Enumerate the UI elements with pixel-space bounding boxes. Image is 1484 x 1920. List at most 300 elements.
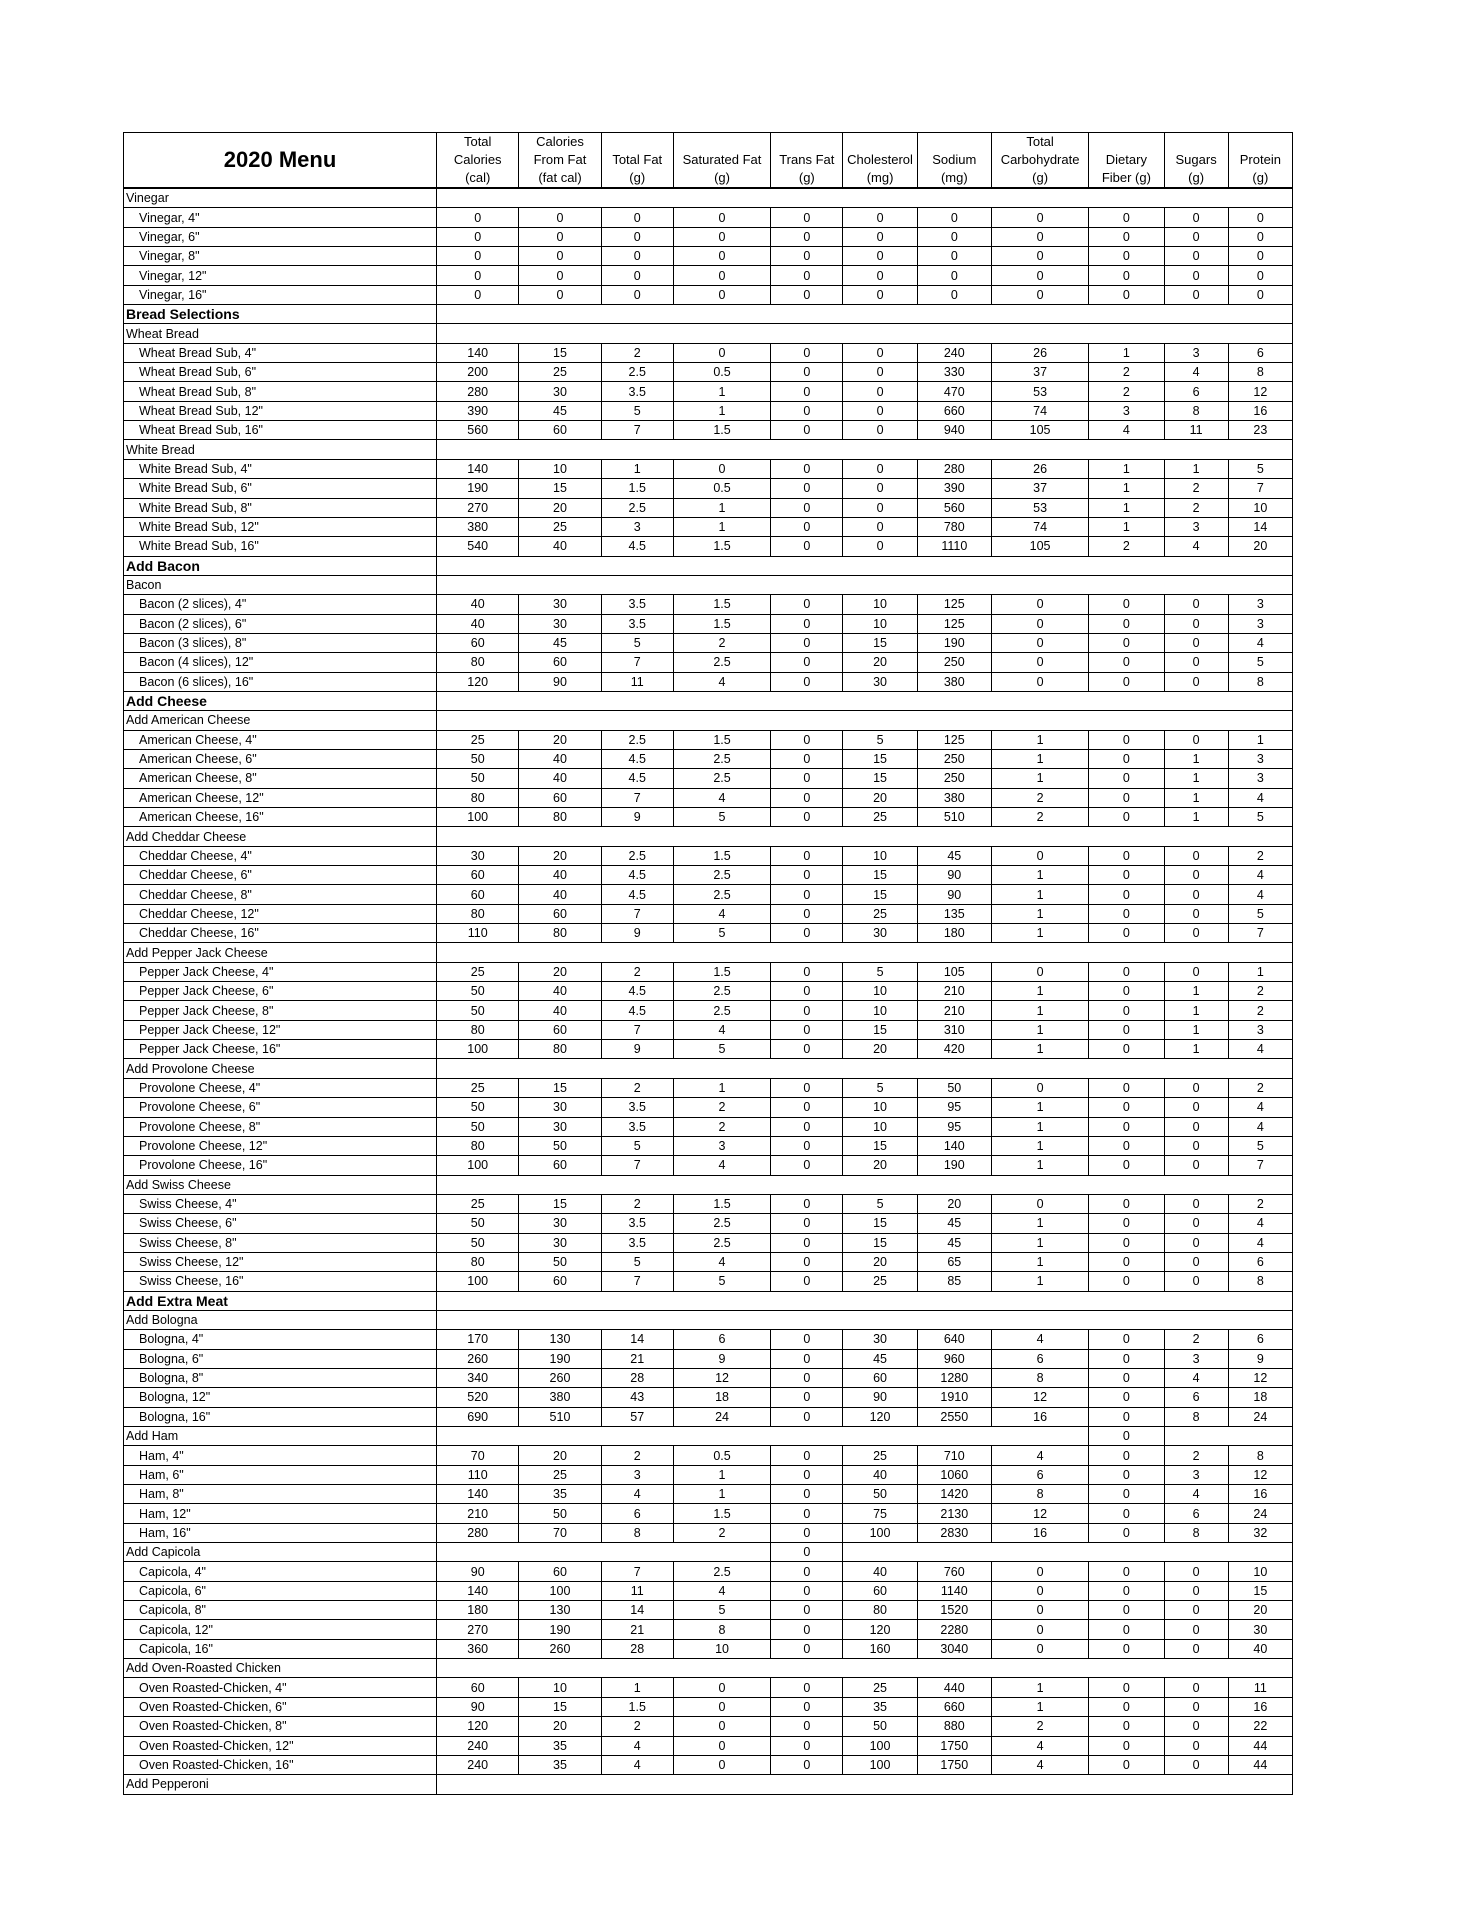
nutrient-value: 35 xyxy=(519,1485,601,1504)
table-row xyxy=(124,1330,1293,1349)
nutrient-value: 8 xyxy=(1228,672,1292,691)
nutrient-value: 2.5 xyxy=(601,498,673,517)
nutrient-value: 0 xyxy=(1089,1156,1164,1175)
nutrient-value: 380 xyxy=(917,672,991,691)
nutrient-value: 0 xyxy=(1164,1755,1228,1774)
nutrient-value: 0 xyxy=(771,866,843,885)
section-row xyxy=(124,305,1293,324)
nutrient-value: 0 xyxy=(1164,962,1228,981)
nutrient-value: 80 xyxy=(437,788,519,807)
nutrient-value: 7 xyxy=(601,1020,673,1039)
col-header: Total Carbohydrate (g) xyxy=(991,133,1088,189)
nutrient-value: 0 xyxy=(1089,1678,1164,1697)
nutrient-value: 2.5 xyxy=(601,730,673,749)
nutrient-value: 0 xyxy=(843,382,917,401)
nutrient-value: 20 xyxy=(519,1446,601,1465)
group-row xyxy=(124,1659,1293,1678)
nutrient-value: 250 xyxy=(917,769,991,788)
nutrient-value: 20 xyxy=(843,1040,917,1059)
nutrient-value: 4.5 xyxy=(601,537,673,556)
nutrient-value: 3.5 xyxy=(601,1117,673,1136)
group-filler-value: 0 xyxy=(1089,1427,1164,1446)
item-name: Pepper Jack Cheese, 4" xyxy=(124,962,437,981)
nutrient-value: 15 xyxy=(519,1078,601,1097)
nutrient-value: 4 xyxy=(1164,363,1228,382)
nutrient-value: 1750 xyxy=(917,1736,991,1755)
nutrient-value: 140 xyxy=(917,1136,991,1155)
nutrient-value: 35 xyxy=(519,1755,601,1774)
nutrient-value: 20 xyxy=(519,1717,601,1736)
nutrient-value: 0 xyxy=(1089,1020,1164,1039)
nutrient-value: 1 xyxy=(991,749,1088,768)
nutrient-value: 0 xyxy=(1089,285,1164,304)
nutrient-value: 0 xyxy=(771,846,843,865)
nutrient-value: 5 xyxy=(601,401,673,420)
nutrient-value: 3.5 xyxy=(601,595,673,614)
nutrient-value: 0 xyxy=(771,266,843,285)
nutrient-value: 12 xyxy=(1228,382,1292,401)
table-row xyxy=(124,1214,1293,1233)
table-row xyxy=(124,1678,1293,1697)
nutrient-value: 1 xyxy=(673,1465,770,1484)
nutrient-value: 0 xyxy=(1089,1446,1164,1465)
nutrient-value: 7 xyxy=(1228,924,1292,943)
nutrient-value: 15 xyxy=(843,1136,917,1155)
nutrient-value: 25 xyxy=(843,808,917,827)
nutrient-value: 2 xyxy=(601,1446,673,1465)
nutrient-value: 26 xyxy=(991,343,1088,362)
nutrient-value: 0 xyxy=(1164,595,1228,614)
nutrient-value: 15 xyxy=(843,866,917,885)
nutrition-sheet xyxy=(123,132,1293,1795)
nutrient-value: 0 xyxy=(771,363,843,382)
item-name: American Cheese, 8" xyxy=(124,769,437,788)
nutrient-value: 4.5 xyxy=(601,749,673,768)
nutrient-value: 4 xyxy=(1228,866,1292,885)
nutrient-value: 80 xyxy=(843,1601,917,1620)
item-name: Oven Roasted-Chicken, 4" xyxy=(124,1678,437,1697)
nutrient-value: 0 xyxy=(843,401,917,420)
nutrient-value: 0 xyxy=(1164,1620,1228,1639)
nutrient-value: 0 xyxy=(771,1368,843,1387)
nutrient-value: 1 xyxy=(1089,479,1164,498)
nutrient-value: 5 xyxy=(1228,808,1292,827)
nutrient-value: 28 xyxy=(601,1368,673,1387)
nutrient-value: 8 xyxy=(1164,1407,1228,1426)
nutrient-value: 20 xyxy=(917,1194,991,1213)
nutrient-value: 6 xyxy=(1228,1252,1292,1271)
nutrient-value: 0.5 xyxy=(673,1446,770,1465)
nutrient-value: 260 xyxy=(437,1349,519,1368)
table-row xyxy=(124,1504,1293,1523)
col-header: Protein (g) xyxy=(1228,133,1292,189)
nutrient-value: 25 xyxy=(437,1194,519,1213)
nutrient-value: 140 xyxy=(437,1485,519,1504)
nutrient-value: 1 xyxy=(991,1697,1088,1716)
nutrient-value: 12 xyxy=(991,1388,1088,1407)
nutrient-value: 0 xyxy=(771,1194,843,1213)
nutrient-value: 440 xyxy=(917,1678,991,1697)
table-row xyxy=(124,1194,1293,1213)
nutrient-value: 20 xyxy=(1228,537,1292,556)
table-row xyxy=(124,672,1293,691)
nutrient-value: 0 xyxy=(917,208,991,227)
nutrient-value: 340 xyxy=(437,1368,519,1387)
nutrient-value: 25 xyxy=(843,904,917,923)
item-name: Wheat Bread Sub, 6" xyxy=(124,363,437,382)
nutrient-value: 85 xyxy=(917,1272,991,1291)
nutrient-value: 24 xyxy=(673,1407,770,1426)
nutrient-value: 190 xyxy=(519,1620,601,1639)
nutrient-value: 0 xyxy=(1089,595,1164,614)
nutrient-value: 2 xyxy=(991,788,1088,807)
nutrient-value: 5 xyxy=(843,1194,917,1213)
nutrient-value: 0 xyxy=(1164,1272,1228,1291)
nutrient-value: 16 xyxy=(1228,1697,1292,1716)
nutrient-value: 0 xyxy=(771,962,843,981)
item-name: Capicola, 8" xyxy=(124,1601,437,1620)
nutrient-value: 40 xyxy=(519,885,601,904)
nutrient-value: 280 xyxy=(437,1523,519,1542)
nutrient-value: 15 xyxy=(1228,1581,1292,1600)
nutrient-value: 30 xyxy=(519,1233,601,1252)
nutrient-value: 15 xyxy=(843,769,917,788)
table-row xyxy=(124,924,1293,943)
nutrient-value: 9 xyxy=(601,808,673,827)
nutrient-value: 45 xyxy=(917,846,991,865)
section-row xyxy=(124,556,1293,575)
section-heading: Add Cheese xyxy=(124,691,437,710)
nutrient-value: 3 xyxy=(601,517,673,536)
nutrient-value: 50 xyxy=(437,769,519,788)
nutrient-value: 0 xyxy=(1089,1117,1164,1136)
section-heading: Bread Selections xyxy=(124,305,437,324)
nutrient-value: 0 xyxy=(601,266,673,285)
item-name: White Bread Sub, 16" xyxy=(124,537,437,556)
nutrient-value: 0 xyxy=(1164,1156,1228,1175)
nutrient-value: 0 xyxy=(771,1233,843,1252)
item-name: Oven Roasted-Chicken, 16" xyxy=(124,1755,437,1774)
nutrient-value: 640 xyxy=(917,1330,991,1349)
nutrient-value: 0 xyxy=(991,633,1088,652)
nutrient-value: 2 xyxy=(1089,363,1164,382)
nutrient-value: 8 xyxy=(601,1523,673,1542)
item-name: Swiss Cheese, 4" xyxy=(124,1194,437,1213)
table-row xyxy=(124,866,1293,885)
nutrient-value: 3 xyxy=(1228,614,1292,633)
nutrient-value: 0 xyxy=(843,363,917,382)
nutrient-value: 0 xyxy=(1089,1407,1164,1426)
item-name: Cheddar Cheese, 12" xyxy=(124,904,437,923)
header-row xyxy=(124,133,1293,189)
table-row xyxy=(124,749,1293,768)
nutrient-value: 210 xyxy=(917,982,991,1001)
nutrient-value: 90 xyxy=(519,672,601,691)
nutrient-value: 0 xyxy=(1089,1620,1164,1639)
nutrient-value: 0 xyxy=(1089,1349,1164,1368)
nutrient-value: 25 xyxy=(843,1446,917,1465)
nutrient-value: 7 xyxy=(601,1272,673,1291)
nutrient-value: 380 xyxy=(917,788,991,807)
nutrient-value: 1 xyxy=(1164,982,1228,1001)
nutrient-value: 0 xyxy=(771,401,843,420)
nutrient-value: 0 xyxy=(1164,266,1228,285)
nutrient-value: 25 xyxy=(437,1078,519,1097)
nutrient-value: 0 xyxy=(771,1581,843,1600)
nutrient-value: 20 xyxy=(519,730,601,749)
nutrient-value: 5 xyxy=(673,808,770,827)
item-name: Vinegar, 12" xyxy=(124,266,437,285)
col-header: Dietary Fiber (g) xyxy=(1089,133,1164,189)
nutrient-value: 0 xyxy=(1089,982,1164,1001)
nutrient-value: 2 xyxy=(1228,1078,1292,1097)
nutrient-value: 7 xyxy=(601,788,673,807)
nutrient-value: 75 xyxy=(843,1504,917,1523)
nutrient-value: 45 xyxy=(917,1233,991,1252)
nutrient-value: 0 xyxy=(991,614,1088,633)
nutrient-value: 0 xyxy=(771,769,843,788)
nutrient-value: 65 xyxy=(917,1252,991,1271)
nutrient-value: 0 xyxy=(1089,1388,1164,1407)
nutrient-value: 260 xyxy=(519,1639,601,1658)
nutrient-value: 1 xyxy=(991,1233,1088,1252)
table-row xyxy=(124,769,1293,788)
nutrient-value: 30 xyxy=(1228,1620,1292,1639)
nutrient-value: 1520 xyxy=(917,1601,991,1620)
nutrient-value: 80 xyxy=(437,1252,519,1271)
nutrient-value: 4 xyxy=(1089,421,1164,440)
nutrient-value: 1 xyxy=(991,1156,1088,1175)
table-row xyxy=(124,614,1293,633)
group-label: Wheat Bread xyxy=(124,324,437,343)
table-row xyxy=(124,363,1293,382)
nutrient-value: 37 xyxy=(991,479,1088,498)
nutrient-value: 0 xyxy=(771,788,843,807)
nutrient-value: 280 xyxy=(917,459,991,478)
nutrient-value: 0 xyxy=(991,227,1088,246)
item-name: American Cheese, 4" xyxy=(124,730,437,749)
nutrient-value: 0.5 xyxy=(673,363,770,382)
nutrient-value: 0 xyxy=(1089,1078,1164,1097)
nutrient-value: 0 xyxy=(771,1407,843,1426)
section-heading: Add Bacon xyxy=(124,556,437,575)
table-row xyxy=(124,1098,1293,1117)
nutrient-value: 2130 xyxy=(917,1504,991,1523)
nutrient-value: 1 xyxy=(673,498,770,517)
nutrient-value: 125 xyxy=(917,595,991,614)
nutrient-value: 1.5 xyxy=(673,595,770,614)
nutrient-value: 9 xyxy=(1228,1349,1292,1368)
group-row xyxy=(124,1310,1293,1329)
nutrient-value: 0 xyxy=(1089,962,1164,981)
nutrient-value: 1 xyxy=(1228,730,1292,749)
nutrient-value: 0 xyxy=(771,1504,843,1523)
nutrient-value: 270 xyxy=(437,1620,519,1639)
nutrient-value: 3 xyxy=(1228,749,1292,768)
nutrient-value: 0 xyxy=(843,266,917,285)
nutrient-value: 4 xyxy=(1228,1040,1292,1059)
nutrient-value: 0 xyxy=(1164,1736,1228,1755)
nutrient-value: 8 xyxy=(1228,1272,1292,1291)
group-blank xyxy=(437,943,1293,962)
item-name: Capicola, 4" xyxy=(124,1562,437,1581)
nutrient-value: 10 xyxy=(843,1098,917,1117)
nutrient-value: 0 xyxy=(1164,730,1228,749)
nutrient-value: 6 xyxy=(991,1465,1088,1484)
table-row xyxy=(124,1136,1293,1155)
nutrient-value: 2830 xyxy=(917,1523,991,1542)
nutrient-value: 0 xyxy=(771,1717,843,1736)
nutrient-value: 2 xyxy=(673,1523,770,1542)
nutrient-value: 40 xyxy=(843,1562,917,1581)
nutrient-value: 95 xyxy=(917,1098,991,1117)
item-name: Pepper Jack Cheese, 16" xyxy=(124,1040,437,1059)
nutrient-value: 10 xyxy=(673,1639,770,1658)
nutrient-value: 25 xyxy=(843,1272,917,1291)
nutrient-value: 60 xyxy=(843,1581,917,1600)
nutrient-value: 4 xyxy=(991,1755,1088,1774)
nutrient-value: 0 xyxy=(1089,672,1164,691)
nutrient-value: 0 xyxy=(991,266,1088,285)
nutrient-value: 40 xyxy=(843,1465,917,1484)
table-row xyxy=(124,633,1293,652)
item-name: Ham, 4" xyxy=(124,1446,437,1465)
table-row xyxy=(124,1736,1293,1755)
table-row xyxy=(124,382,1293,401)
menu-title: 2020 Menu xyxy=(124,133,437,189)
nutrient-value: 0 xyxy=(1164,1601,1228,1620)
nutrient-value: 0 xyxy=(673,266,770,285)
nutrient-value: 80 xyxy=(519,924,601,943)
group-blank xyxy=(437,711,1293,730)
nutrient-value: 15 xyxy=(843,885,917,904)
nutrient-value: 5 xyxy=(1228,1136,1292,1155)
nutrient-value: 0 xyxy=(1089,788,1164,807)
nutrient-value: 1 xyxy=(991,982,1088,1001)
col-header: Total Calories (cal) xyxy=(437,133,519,189)
nutrient-value: 0 xyxy=(771,1117,843,1136)
nutrient-value: 100 xyxy=(843,1755,917,1774)
item-name: Bacon (6 slices), 16" xyxy=(124,672,437,691)
nutrient-value: 60 xyxy=(519,653,601,672)
nutrient-value: 190 xyxy=(437,479,519,498)
nutrient-value: 1 xyxy=(1089,459,1164,478)
nutrient-value: 0 xyxy=(1089,1465,1164,1484)
nutrient-value: 0 xyxy=(771,653,843,672)
section-blank xyxy=(437,691,1293,710)
group-blank xyxy=(437,1659,1293,1678)
nutrient-value: 120 xyxy=(437,1717,519,1736)
nutrient-value: 1 xyxy=(991,1136,1088,1155)
item-name: Bologna, 12" xyxy=(124,1388,437,1407)
nutrient-value: 0 xyxy=(1228,227,1292,246)
nutrient-value: 10 xyxy=(843,1117,917,1136)
nutrient-value: 53 xyxy=(991,382,1088,401)
item-name: Pepper Jack Cheese, 6" xyxy=(124,982,437,1001)
nutrient-value: 1 xyxy=(991,1098,1088,1117)
nutrient-value: 30 xyxy=(437,846,519,865)
nutrient-value: 4 xyxy=(673,1156,770,1175)
nutrient-value: 15 xyxy=(843,1214,917,1233)
nutrient-value: 1.5 xyxy=(601,479,673,498)
nutrient-value: 6 xyxy=(1228,343,1292,362)
nutrient-value: 0 xyxy=(771,595,843,614)
nutrient-value: 1.5 xyxy=(673,962,770,981)
nutrient-value: 250 xyxy=(917,749,991,768)
nutrient-value: 110 xyxy=(437,1465,519,1484)
nutrient-value: 0 xyxy=(771,730,843,749)
group-label: Add Bologna xyxy=(124,1310,437,1329)
nutrient-value: 30 xyxy=(843,924,917,943)
nutrient-value: 0 xyxy=(771,1001,843,1020)
nutrient-value: 0 xyxy=(771,1562,843,1581)
nutrient-value: 2 xyxy=(601,343,673,362)
nutrient-value: 0 xyxy=(1164,614,1228,633)
nutrient-value: 20 xyxy=(519,498,601,517)
nutrient-value: 23 xyxy=(1228,421,1292,440)
nutrient-value: 44 xyxy=(1228,1755,1292,1774)
nutrient-value: 60 xyxy=(437,885,519,904)
table-row xyxy=(124,247,1293,266)
nutrient-value: 4 xyxy=(1228,1214,1292,1233)
nutrient-value: 35 xyxy=(843,1697,917,1716)
table-row xyxy=(124,421,1293,440)
nutrient-value: 100 xyxy=(437,1040,519,1059)
group-blank xyxy=(1164,1427,1293,1446)
nutrient-value: 30 xyxy=(843,672,917,691)
nutrient-value: 0 xyxy=(1089,1098,1164,1117)
item-name: Capicola, 6" xyxy=(124,1581,437,1600)
nutrient-value: 43 xyxy=(601,1388,673,1407)
nutrient-value: 1 xyxy=(1164,459,1228,478)
nutrient-value: 105 xyxy=(917,962,991,981)
nutrient-value: 4.5 xyxy=(601,866,673,885)
nutrient-value: 11 xyxy=(601,1581,673,1600)
nutrient-value: 40 xyxy=(519,1001,601,1020)
nutrient-value: 0 xyxy=(1089,227,1164,246)
nutrient-value: 8 xyxy=(1228,363,1292,382)
nutrient-value: 1 xyxy=(673,1078,770,1097)
nutrient-value: 0 xyxy=(673,459,770,478)
nutrient-value: 780 xyxy=(917,517,991,536)
nutrient-value: 30 xyxy=(519,595,601,614)
group-blank xyxy=(437,1059,1293,1078)
nutrient-value: 0 xyxy=(991,208,1088,227)
table-row xyxy=(124,1040,1293,1059)
nutrient-value: 3.5 xyxy=(601,1214,673,1233)
group-row xyxy=(124,440,1293,459)
nutrient-value: 4 xyxy=(1228,885,1292,904)
nutrient-value: 0 xyxy=(519,247,601,266)
nutrient-value: 0 xyxy=(1089,1504,1164,1523)
item-name: White Bread Sub, 6" xyxy=(124,479,437,498)
nutrient-value: 2 xyxy=(1164,498,1228,517)
nutrient-value: 0 xyxy=(601,247,673,266)
nutrient-value: 0 xyxy=(1089,1272,1164,1291)
nutrient-value: 420 xyxy=(917,1040,991,1059)
nutrient-value: 90 xyxy=(437,1562,519,1581)
nutrient-value: 40 xyxy=(519,537,601,556)
nutrient-value: 50 xyxy=(437,1117,519,1136)
nutrient-value: 5 xyxy=(673,1601,770,1620)
nutrient-value: 70 xyxy=(437,1446,519,1465)
nutrient-value: 15 xyxy=(843,633,917,652)
item-name: Wheat Bread Sub, 8" xyxy=(124,382,437,401)
nutrient-value: 3 xyxy=(601,1465,673,1484)
nutrient-value: 2 xyxy=(1228,1001,1292,1020)
nutrient-value: 2280 xyxy=(917,1620,991,1639)
nutrient-value: 0 xyxy=(1228,247,1292,266)
